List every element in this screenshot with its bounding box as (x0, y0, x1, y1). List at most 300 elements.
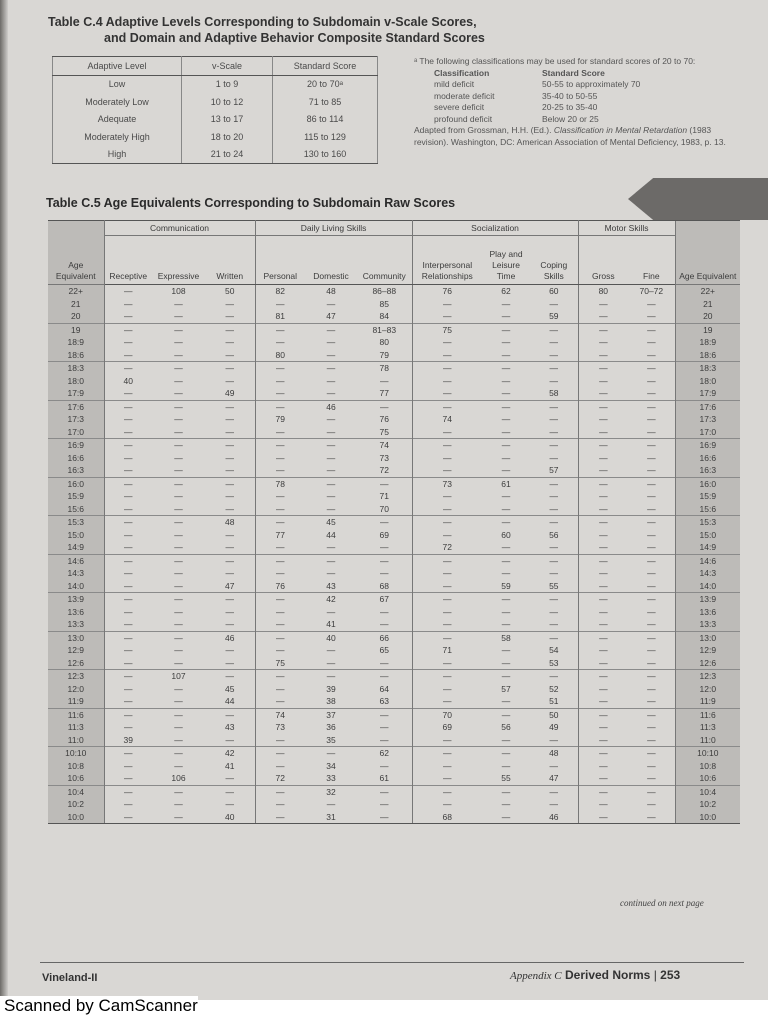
raw-score-cell: — (530, 618, 578, 631)
raw-score-cell: — (501, 452, 511, 463)
raw-score-cell: — (599, 388, 608, 398)
raw-score-cell: 53 (530, 657, 578, 670)
raw-score-cell: — (152, 631, 205, 644)
raw-score-cell: — (276, 619, 285, 629)
book-spine-shadow (0, 0, 8, 1000)
raw-score-cell: — (443, 349, 452, 360)
raw-score-cell: — (443, 773, 452, 783)
table-c4-row (53, 128, 378, 146)
raw-score-cell: — (174, 452, 183, 463)
raw-score-cell: 44 (326, 529, 336, 540)
age-equivalent-cell: 10:2 (675, 798, 740, 811)
raw-score-cell: — (276, 760, 285, 771)
table-c5-row (48, 798, 740, 811)
raw-score-cell: — (174, 388, 183, 398)
raw-score-cell: — (578, 477, 628, 490)
raw-score-cell: — (501, 503, 511, 514)
raw-score-cell: 73 (412, 477, 482, 490)
raw-score-cell: — (124, 619, 133, 629)
raw-score-cell: 71 (442, 645, 453, 655)
raw-score-cell: — (599, 452, 608, 463)
raw-score-cell: — (501, 696, 511, 706)
raw-score-cell: 79 (275, 414, 285, 424)
raw-score-cell: 40 (205, 811, 255, 824)
raw-score-cell: — (647, 683, 656, 694)
raw-score-cell: — (174, 568, 183, 578)
table-c5-row (48, 541, 740, 554)
raw-score-cell: — (530, 323, 578, 336)
age-equivalent-cell: 11:3 (48, 721, 104, 734)
raw-score-cell: — (647, 349, 656, 360)
raw-score-cell: — (599, 529, 608, 540)
raw-score-cell: 72 (442, 542, 453, 552)
table-c5-group-row (48, 221, 740, 236)
raw-score-cell: 80 (275, 349, 285, 360)
raw-score-cell: — (599, 734, 608, 745)
raw-score-cell: — (530, 798, 578, 811)
raw-score-cell: — (443, 568, 452, 578)
raw-score-cell: 73 (357, 452, 412, 465)
raw-score-cell: 59 (530, 310, 578, 323)
classification-row (414, 114, 744, 126)
age-equivalent-cell: 15:0 (675, 529, 740, 542)
raw-score-cell: 72 (275, 773, 285, 783)
raw-score-cell: — (501, 298, 511, 309)
raw-score-cell: — (124, 683, 133, 694)
raw-score-cell: — (152, 708, 205, 721)
raw-score-cell: — (205, 734, 255, 747)
raw-score-cell: — (276, 452, 285, 463)
raw-score-cell: — (205, 618, 255, 631)
classification-label: severe deficit (434, 102, 485, 112)
raw-score-cell: — (599, 491, 608, 501)
raw-score-cell: — (276, 426, 285, 437)
raw-score-cell: — (326, 375, 336, 386)
table-c5-row (48, 464, 740, 477)
raw-score-cell: — (443, 465, 452, 475)
raw-score-cell: — (305, 362, 357, 375)
table-c4-cell: 20 to 70ᵃ (273, 75, 378, 93)
raw-score-cell: — (482, 747, 530, 760)
raw-score-cell: — (255, 439, 305, 452)
raw-score-cell: 42 (305, 593, 357, 606)
age-equivalent-cell: 14:6 (675, 554, 740, 567)
age-equivalent-cell: 20 (48, 310, 104, 323)
col-domestic: Domestic (305, 236, 357, 285)
raw-score-cell: — (276, 645, 285, 655)
raw-score-cell: 75 (412, 323, 482, 336)
raw-score-cell: — (628, 323, 675, 336)
raw-score-cell: 82 (255, 285, 305, 298)
raw-score-cell: — (443, 529, 452, 540)
table-c5-row (48, 670, 740, 683)
raw-score-cell: — (628, 708, 675, 721)
raw-score-cell: — (530, 593, 578, 606)
table-c5-row (48, 323, 740, 336)
group-communication: Communication (104, 221, 255, 236)
raw-score-cell: 31 (305, 811, 357, 824)
raw-score-cell: — (205, 644, 255, 657)
raw-score-cell: — (530, 760, 578, 773)
age-equivalent-cell: 19 (675, 323, 740, 336)
continued-note: continued on next page (620, 898, 704, 908)
table-c5-row (48, 811, 740, 824)
raw-score-cell: — (357, 798, 412, 811)
raw-score-cell: — (357, 811, 412, 824)
age-equivalent-cell: 20 (675, 310, 740, 323)
age-equivalent-cell: 17:0 (675, 426, 740, 439)
raw-score-cell: 41 (205, 760, 255, 773)
table-c4-cell: 130 to 160 (273, 146, 378, 164)
raw-score-cell: — (276, 337, 285, 347)
raw-score-cell: — (482, 439, 530, 452)
raw-score-cell: — (124, 580, 133, 591)
raw-score-cell: — (205, 670, 255, 683)
raw-score-cell: 34 (326, 760, 336, 771)
raw-score-cell: 46 (305, 400, 357, 413)
raw-score-cell: — (124, 606, 133, 617)
raw-score-cell: — (205, 298, 255, 311)
table-c5-row (48, 310, 740, 323)
raw-score-cell: — (357, 477, 412, 490)
raw-score-cell: — (305, 747, 357, 760)
raw-score-cell: — (255, 631, 305, 644)
age-equivalent-cell: 15:6 (48, 503, 104, 516)
age-equivalent-cell: 14:3 (48, 567, 104, 580)
raw-score-cell: — (647, 568, 656, 578)
classification-label: profound deficit (434, 113, 493, 124)
table-c5-row (48, 426, 740, 439)
raw-score-cell: 48 (530, 747, 578, 760)
table-c5-row (48, 683, 740, 696)
footer-section: Derived Norms (564, 968, 651, 982)
raw-score-cell: — (276, 388, 285, 398)
raw-score-cell: — (205, 708, 255, 721)
table-c4-row (53, 93, 378, 111)
raw-score-cell: — (276, 465, 285, 475)
table-c5-row (48, 657, 740, 670)
age-equivalent-cell: 14:0 (675, 580, 740, 593)
col-written: Written (205, 236, 255, 285)
age-equivalent-cell: 10:8 (48, 760, 104, 773)
raw-score-cell: — (255, 670, 305, 683)
raw-score-cell: — (578, 708, 628, 721)
raw-score-cell: — (205, 554, 255, 567)
age-equivalent-cell: 19 (48, 323, 104, 336)
raw-score-cell: — (357, 670, 412, 683)
raw-score-cell: — (205, 657, 255, 670)
group-socialization: Socialization (412, 221, 578, 236)
raw-score-cell: — (628, 670, 675, 683)
raw-score-cell: — (412, 785, 482, 798)
raw-score-cell: — (647, 426, 656, 437)
page-number: 253 (660, 968, 681, 982)
raw-score-cell: 41 (326, 619, 336, 629)
raw-score-cell: — (305, 554, 357, 567)
age-equivalent-cell: 12:0 (675, 683, 740, 696)
age-equivalent-cell: 11:9 (675, 695, 740, 708)
raw-score-cell: — (412, 670, 482, 683)
age-equivalent-cell: 13:6 (48, 606, 104, 619)
raw-score-cell: 74 (442, 414, 453, 424)
raw-score-cell: 107 (152, 670, 205, 683)
age-equivalent-cell: 22+ (48, 285, 104, 298)
raw-score-cell: — (124, 722, 133, 732)
raw-score-cell: — (205, 798, 255, 811)
raw-score-cell: 108 (152, 285, 205, 298)
raw-score-cell: — (482, 670, 530, 683)
raw-score-cell: — (357, 708, 412, 721)
table-c5-row (48, 631, 740, 644)
raw-score-cell: — (174, 465, 183, 475)
raw-score-cell: — (501, 311, 511, 321)
raw-score-cell: — (482, 785, 530, 798)
raw-score-cell: — (305, 439, 357, 452)
raw-score-cell: 40 (305, 631, 357, 644)
footer-book-title: Vineland-II (42, 972, 98, 984)
age-equivalent-cell: 11:3 (675, 721, 740, 734)
raw-score-cell: — (443, 452, 452, 463)
raw-score-cell: — (578, 670, 628, 683)
raw-score-cell: — (357, 606, 412, 619)
age-equivalent-cell: 16:9 (48, 439, 104, 452)
table-c4-cell: 18 to 20 (182, 128, 273, 146)
raw-score-cell: — (174, 375, 183, 386)
table-c4-row (53, 111, 378, 129)
raw-score-cell: — (205, 567, 255, 580)
raw-score-cell: 77 (357, 387, 412, 400)
raw-score-cell: — (501, 760, 511, 771)
raw-score-cell: — (578, 439, 628, 452)
raw-score-cell: 45 (205, 683, 255, 696)
raw-score-cell: — (412, 516, 482, 529)
raw-score-cell: — (628, 785, 675, 798)
raw-score-cell: — (599, 645, 608, 655)
table-c4-cell: 13 to 17 (182, 111, 273, 129)
raw-score-cell: — (530, 477, 578, 490)
classification-score: 20-25 to 35-40 (542, 102, 598, 112)
raw-score-cell: — (205, 541, 255, 554)
raw-score-cell: 49 (205, 387, 255, 400)
raw-score-cell: — (578, 323, 628, 336)
raw-score-cell: — (530, 349, 578, 362)
raw-score-cell: 61 (482, 477, 530, 490)
raw-score-cell: — (599, 414, 608, 424)
raw-score-cell: — (412, 439, 482, 452)
raw-score-cell: — (174, 619, 183, 629)
raw-score-cell: 78 (357, 362, 412, 375)
raw-score-cell: — (357, 785, 412, 798)
age-equivalent-cell: 16:0 (48, 477, 104, 490)
raw-score-cell: — (357, 400, 412, 413)
raw-score-cell: 81 (275, 311, 285, 321)
raw-score-cell: — (124, 337, 133, 347)
classification-score: 50-55 to approximately 70 (542, 79, 641, 89)
raw-score-cell: — (174, 542, 183, 552)
age-equivalent-cell: 11:6 (48, 708, 104, 721)
raw-score-cell: 47 (326, 311, 336, 321)
raw-score-cell: — (152, 362, 205, 375)
raw-score-cell: — (647, 799, 656, 809)
raw-score-cell: — (255, 362, 305, 375)
raw-score-cell: — (482, 323, 530, 336)
raw-score-cell: — (276, 696, 285, 706)
raw-score-cell: — (174, 734, 183, 745)
raw-score-cell: — (647, 452, 656, 463)
raw-score-cell: — (647, 606, 656, 617)
table-c5-row (48, 298, 740, 311)
raw-score-cell: — (530, 400, 578, 413)
table-c5-row (48, 503, 740, 516)
raw-score-cell: 49 (530, 721, 578, 734)
raw-score-cell: — (599, 657, 608, 668)
raw-score-cell: 60 (530, 285, 578, 298)
raw-score-cell: — (443, 606, 452, 617)
raw-score-cell: — (326, 503, 336, 514)
classification-score: 35-40 to 50-55 (542, 90, 598, 101)
raw-score-cell: 55 (501, 773, 511, 783)
raw-score-cell: 36 (326, 722, 336, 732)
raw-score-cell: 63 (357, 695, 412, 708)
raw-score-cell: — (501, 799, 511, 809)
age-equivalent-cell: 16:3 (48, 464, 104, 477)
table-c4-footnote (414, 56, 744, 148)
raw-score-cell: — (276, 683, 285, 694)
raw-score-cell: 33 (326, 773, 336, 783)
raw-score-cell: — (124, 414, 133, 424)
age-equivalent-cell: 18:6 (675, 349, 740, 362)
raw-score-cell: 64 (357, 683, 412, 696)
raw-score-cell: — (647, 760, 656, 771)
raw-score-cell: — (647, 298, 656, 309)
raw-score-cell: 70 (412, 708, 482, 721)
raw-score-cell: — (174, 657, 183, 668)
raw-score-cell: — (174, 298, 183, 309)
raw-score-cell: 70–72 (628, 285, 675, 298)
age-equivalent-cell: 10:10 (48, 747, 104, 760)
raw-score-cell: — (326, 606, 336, 617)
raw-score-cell: — (530, 670, 578, 683)
raw-score-cell: 62 (482, 285, 530, 298)
raw-score-cell: — (174, 580, 183, 591)
age-equivalent-cell: 10:6 (675, 772, 740, 785)
raw-score-cell: 74 (255, 708, 305, 721)
raw-score-cell: — (174, 722, 183, 732)
raw-score-cell: — (530, 631, 578, 644)
raw-score-cell: — (255, 785, 305, 798)
raw-score-cell: — (443, 426, 452, 437)
raw-score-cell: — (599, 619, 608, 629)
raw-score-cell: 76 (412, 285, 482, 298)
table-c5-row (48, 362, 740, 375)
table-c5-row (48, 695, 740, 708)
raw-score-cell: — (443, 683, 452, 694)
table-c5-row (48, 734, 740, 747)
raw-score-cell: — (647, 696, 656, 706)
raw-score-cell: — (599, 799, 608, 809)
col-fine: Fine (628, 236, 675, 285)
raw-score-cell: 106 (171, 773, 186, 783)
raw-score-cell: 48 (305, 285, 357, 298)
raw-score-cell: 68 (357, 580, 412, 593)
raw-score-cell: — (647, 503, 656, 514)
raw-score-cell: — (205, 349, 255, 362)
raw-score-cell: — (152, 400, 205, 413)
raw-score-cell: — (628, 516, 675, 529)
raw-score-cell: — (124, 760, 133, 771)
raw-score-cell: — (124, 645, 133, 655)
raw-score-cell: — (482, 400, 530, 413)
raw-score-cell: 46 (530, 811, 578, 824)
raw-score-cell: 76 (275, 580, 285, 591)
footnote-source (414, 125, 744, 148)
table-c5-row (48, 760, 740, 773)
table-c4-row (53, 146, 378, 164)
raw-score-cell: 50 (205, 285, 255, 298)
raw-score-cell: — (276, 375, 285, 386)
table-c5-row (48, 375, 740, 388)
raw-score-cell: — (501, 349, 511, 360)
raw-score-cell: — (326, 465, 336, 475)
raw-score-cell: — (326, 799, 336, 809)
raw-score-cell: — (482, 593, 530, 606)
table-c5-column-row (48, 236, 740, 285)
raw-score-cell: — (501, 414, 511, 424)
table-c4-cell: 1 to 9 (182, 75, 273, 93)
raw-score-cell: — (647, 580, 656, 591)
raw-score-cell: — (174, 426, 183, 437)
raw-score-cell: — (276, 491, 285, 501)
age-equivalent-cell: 16:3 (675, 464, 740, 477)
raw-score-cell: — (205, 413, 255, 426)
raw-score-cell: — (628, 631, 675, 644)
age-equivalent-cell: 12:3 (48, 670, 104, 683)
raw-score-cell: 62 (357, 747, 412, 760)
raw-score-cell: — (578, 785, 628, 798)
raw-score-cell: — (205, 336, 255, 349)
raw-score-cell: — (443, 388, 452, 398)
raw-score-cell: 48 (205, 516, 255, 529)
age-equivalent-cell: 11:0 (675, 734, 740, 747)
age-equivalent-cell: 18:6 (48, 349, 104, 362)
raw-score-cell: 80 (357, 336, 412, 349)
age-equivalent-cell: 17:9 (675, 387, 740, 400)
age-equivalent-cell: 15:0 (48, 529, 104, 542)
raw-score-cell: — (174, 696, 183, 706)
age-equivalent-cell: 17:9 (48, 387, 104, 400)
table-c5-row (48, 593, 740, 606)
age-equivalent-cell: 22+ (675, 285, 740, 298)
raw-score-cell: — (205, 503, 255, 516)
table-c4-cell: 115 to 129 (273, 128, 378, 146)
raw-score-cell: — (104, 811, 152, 824)
raw-score-cell: — (205, 464, 255, 477)
raw-score-cell: — (599, 580, 608, 591)
table-c4-cell: High (53, 146, 182, 164)
age-equivalent-cell: 15:6 (675, 503, 740, 516)
raw-score-cell: — (501, 388, 511, 398)
raw-score-cell: 42 (205, 747, 255, 760)
raw-score-cell: — (628, 400, 675, 413)
age-equivalent-cell: 13:0 (675, 631, 740, 644)
table-c4-cell: Adequate (53, 111, 182, 129)
col-personal: Personal (255, 236, 305, 285)
age-equivalent-cell: 13:6 (675, 606, 740, 619)
raw-score-cell: — (501, 542, 511, 552)
table-c4-title (48, 14, 485, 46)
col-community: Community (357, 236, 412, 285)
raw-score-cell: — (326, 414, 336, 424)
